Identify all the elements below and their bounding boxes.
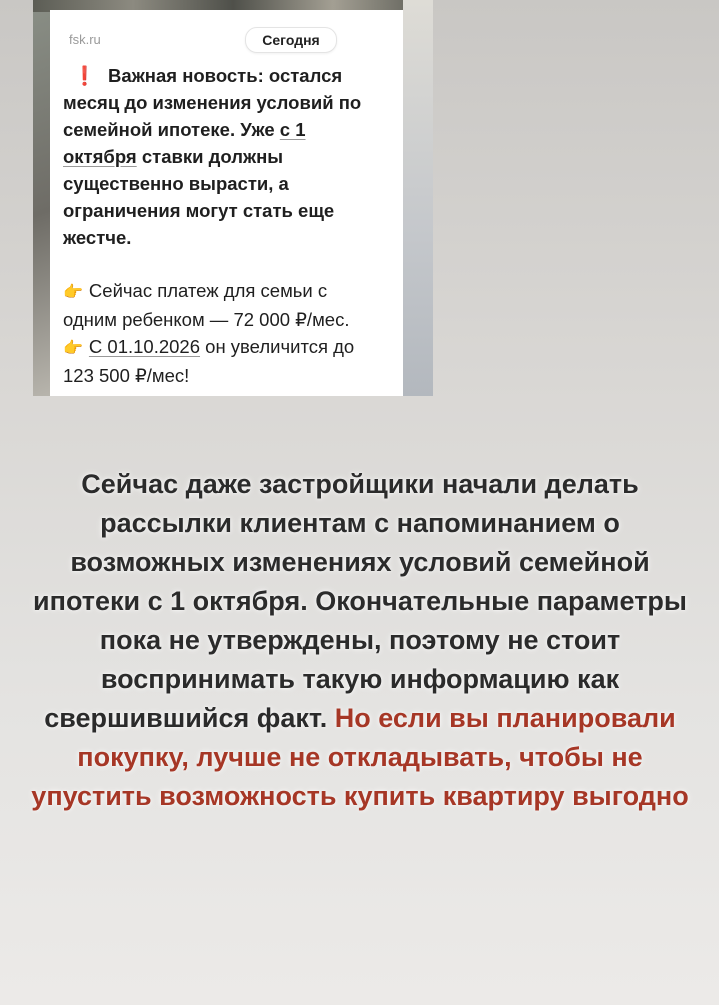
story-caption [30, 465, 690, 816]
date-link[interactable]: с 1 [279, 119, 306, 140]
story-main-text: Сейчас даже застройщики начали делать рассылки клиентам с напоминанием о возможных изменениях условий семейной ипотеки с 1 октября. Окончательные параметры пока не утверждены, поэтому не стоит воспринимать такую информацию как свершившийся факт. [33, 469, 687, 733]
pointing-hand-icon: 👉 [63, 284, 83, 301]
message-body [63, 62, 398, 389]
message-source: fsk.ru [69, 32, 101, 47]
story-highlight-text: Но если вы планировали покупку, лучше не откладывать, чтобы не упустить возможность купить квартиру выгодно [31, 703, 689, 811]
pointing-hand-icon: 👉 [63, 340, 83, 357]
date-pill: Сегодня [245, 27, 337, 53]
payment-text: 👉 Сейчас платеж для семьи с одним ребенком — 72 000 ₽/мес. 👉 С 01.10.2026 он увеличится до 123 500 ₽/мес! [63, 280, 355, 386]
headline-text: ❗ Важная новость: остался месяц до изменения условий по семейной ипотеке. Уже с 1 октября ставки должны существенно вырасти, а ограничения могут стать еще жестче. [63, 65, 362, 248]
embedded-screenshot [33, 0, 433, 396]
exclamation-icon: ❗ [73, 65, 97, 86]
photo-background-edge [403, 0, 433, 396]
message-card [50, 10, 403, 396]
date-link-2026[interactable]: С 01.10.2026 [88, 336, 201, 357]
date-link-cont[interactable]: октября [63, 146, 137, 167]
